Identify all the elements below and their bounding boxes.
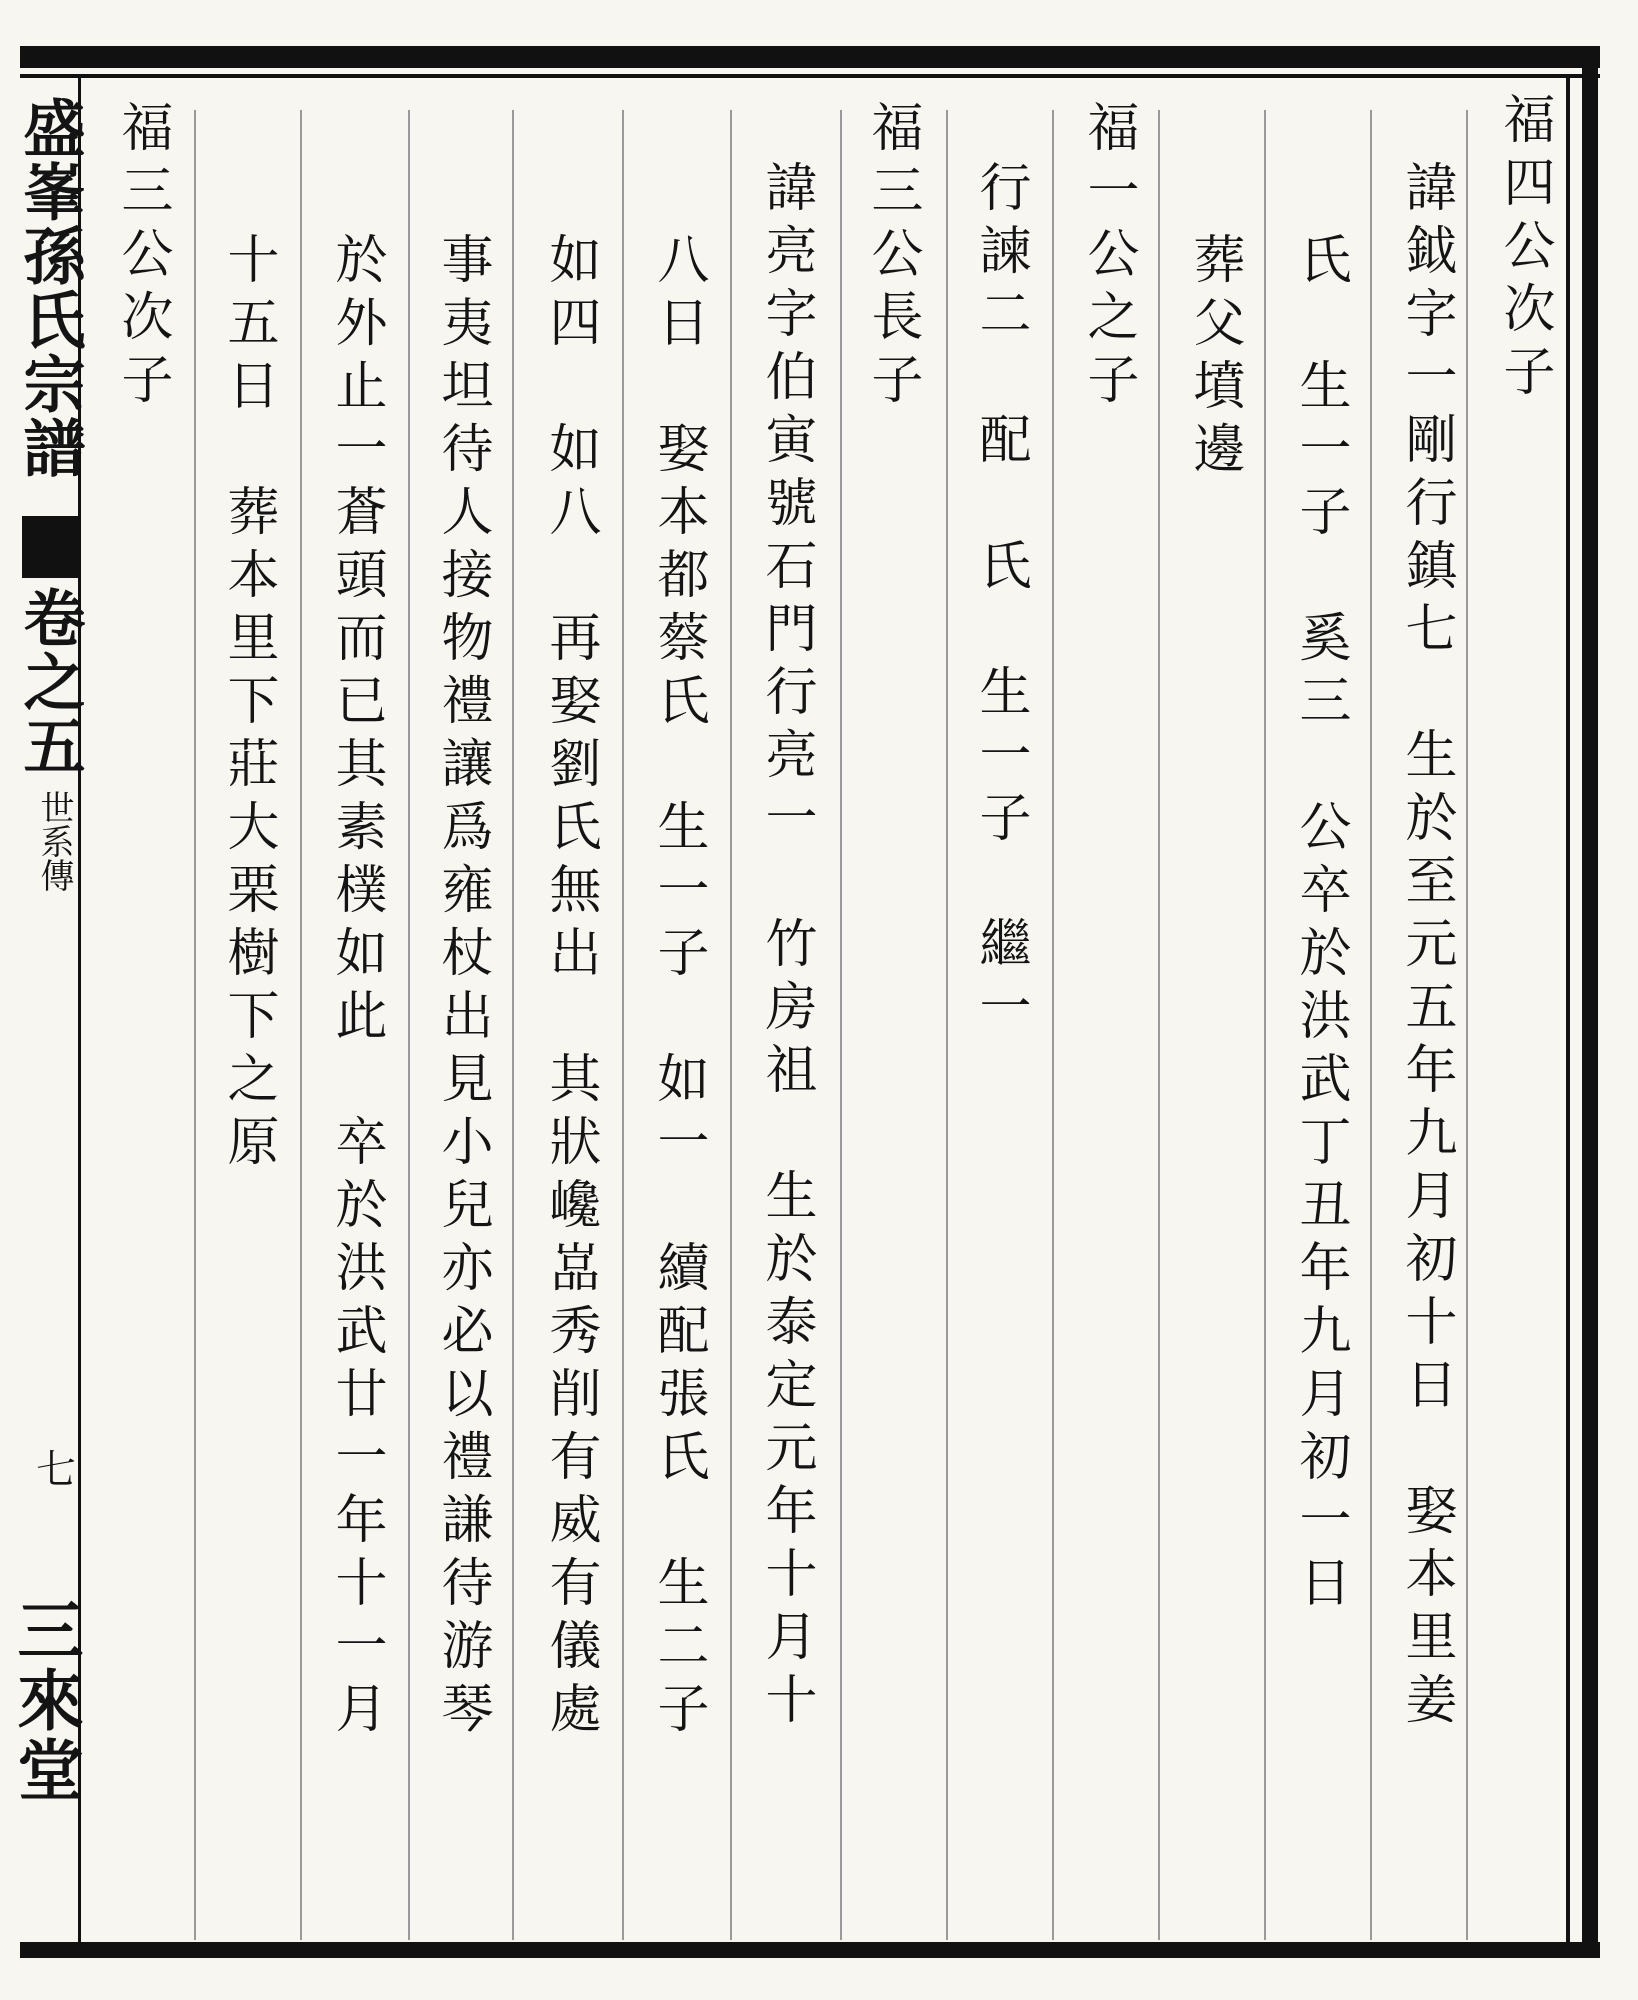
text-column-14: 福三公次子 [112,100,172,415]
text-column-2: 諱鉞字一剛行鎮七 生於至元五年九月初十日 娶本里姜 [1396,160,1456,1735]
column-rule [408,110,410,1940]
top-inner-rule [20,74,1600,78]
text-column-10: 如四 如八 再娶劉氏無出 其狀巉嵓秀削有威有儀處 [540,232,600,1744]
spine-section: 世系傳 [34,790,74,892]
column-rule [840,110,842,1940]
spine-fishtail-mark [22,516,78,578]
text-column-13: 十五日 葬本里下莊大栗樹下之原 [218,232,278,1177]
column-rule [730,110,732,1940]
text-column-3: 氏 生一子 奚三 公卒於洪武丁丑年九月初一日 [1290,232,1350,1618]
text-column-5: 福一公之子 [1078,100,1138,415]
spine-volume: 卷之五 [13,586,86,778]
column-rule [512,110,514,1940]
column-rule [622,110,624,1940]
text-column-6: 行諫二 配 氏 生一子 繼一 [970,160,1030,1042]
text-column-9: 八日 娶本都蔡氏 生一子 如一 續配張氏 生二子 [648,232,708,1744]
text-column-12: 於外止一蒼頭而已其素樸如此 卒於洪武廿一年十一月 [326,232,386,1744]
text-column-11: 事夷坦待人接物禮讓爲雍杖出見小兒亦必以禮謙待游琴 [432,232,492,1744]
column-rule [1158,110,1160,1940]
text-column-7: 福三公長子 [862,100,922,415]
text-column-1: 福四公次子 [1494,92,1554,407]
column-rule [1370,110,1372,1940]
text-column-4: 葬父墳邊 [1184,232,1244,484]
spine-title: 盛峯孫氏宗譜 [13,96,86,480]
column-rule [194,110,196,1940]
top-border [20,46,1600,68]
bottom-border [20,1942,1600,1958]
right-inner-rule [1566,78,1570,1944]
page-number: 七 [36,1447,76,1493]
column-rule [1466,110,1468,1940]
column-rule [300,110,302,1940]
column-rule [1052,110,1054,1940]
column-rule [1264,110,1266,1940]
column-rule [946,110,948,1940]
spine-hall-name: 三來堂 [6,1596,84,1806]
text-column-8: 諱亮字伯寅號石門行亮一 竹房祖 生於泰定元年十月十 [756,160,816,1735]
right-border [1582,46,1598,1958]
